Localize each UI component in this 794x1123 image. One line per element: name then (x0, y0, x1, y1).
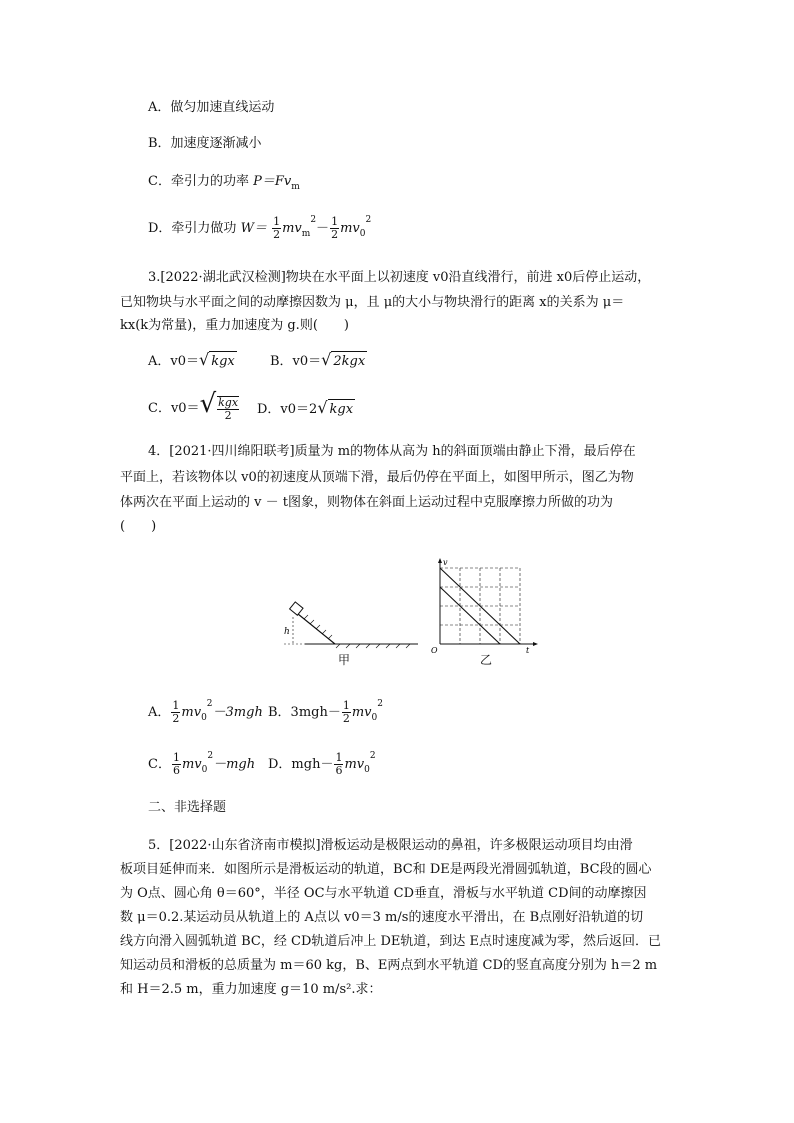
q3-option-d-label: D．v0＝2 (257, 402, 318, 417)
q4-option-d: D．mgh－ $\frac{1}{6}$ $mv_0^2$ (268, 751, 376, 777)
q5-line-7: 和 H＝2.5 m，重力加速度 g＝10 m/s².求： (120, 982, 382, 997)
q2-option-c (148, 172, 300, 193)
fraction-sixth: $\frac{1}{6}$ (172, 751, 180, 777)
q5-line-4: 数 μ＝0.2.某运动员从轨道上的 A点以 v0＝3 m/s的速度水平滑出，在 B点刚好沿轨道的切 (120, 910, 644, 925)
q2-option-d-lhs: W＝ (240, 221, 267, 236)
q3-option-c-label: C．v0＝ (148, 401, 200, 416)
q3-option-d (257, 398, 355, 420)
q4-line-3: 体两次在平面上运动的 v － t图象，则物体在斜面上运动过程中克服摩擦力所做的功为 (120, 495, 613, 510)
figure-yi-caption: 乙 (480, 653, 493, 667)
q4-option-d-label: D．mgh－ (268, 757, 334, 772)
q5-line-3: 为 O点、圆心角 θ＝60°，半径 OC与水平轨道 CD垂直，滑板与水平轨道 CD间的动摩擦因 (120, 886, 647, 901)
figure-jia-caption: 甲 (338, 653, 351, 667)
q2-option-c-prefix: C．牵引力的功率 (148, 174, 249, 189)
q3-option-b-label: B．v0＝ (270, 354, 322, 369)
sqrt: √ kgx (317, 398, 355, 420)
v-axis-arrow (438, 558, 442, 563)
t-axis-arrow (533, 642, 538, 646)
incline-surface (298, 614, 335, 644)
q2-option-c-formula: P＝Fv (253, 174, 292, 189)
q3-option-b (270, 350, 367, 372)
q4-option-b: B．3mgh－ $\frac{1}{2}$ $mv_0^2$ (268, 699, 383, 725)
q3-option-c-denominator: 2 (224, 408, 232, 422)
q4-option-a: A． $\frac{1}{2}$ $mv_0^2-3mgh$ (148, 699, 263, 725)
q2-option-b: B．加速度逐渐减小 (148, 136, 262, 151)
figure-yi-vt-graph (430, 556, 540, 656)
fraction-half: $\frac{1}{2}$ (342, 699, 350, 725)
q2-option-d: D．牵引力做功 W＝ $\frac{1}{2}$ $mv_m^2-$ $\frac{1}{2}$ $mv_0^2$ (148, 215, 372, 241)
q3-line-1: 3.[2022·湖北武汉检测]物块在水平面上以初速度 v0沿直线滑行，前进 x0后停止运动， (148, 270, 651, 285)
q3-option-a-radicand: kgx (209, 351, 237, 372)
q5-line-6: 知运动员和滑板的总质量为 m＝60 kg，B、E两点到水平轨道 CD的竖直高度分别为 h＝2 m (120, 958, 658, 973)
fraction-sixth: $\frac{1}{6}$ (335, 751, 343, 777)
q3-option-a-label: A．v0＝ (148, 354, 200, 369)
ground-hatch (336, 644, 410, 648)
q4-line-1: 4．[2021·四川绵阳联考]质量为 m的物体从高为 h的斜面顶端由静止下滑，最后停在 (148, 444, 636, 459)
q3-line-2: 已知物块与水平面之间的动摩擦因数为 μ，且 μ的大小与物块滑行的距离 x的关系为 μ＝ (120, 295, 625, 310)
q5-line-5: 线方向滑入圆弧轨道 BC，经 CD轨道后冲上 DE轨道，到达 E点时速度减为零，然后返回．已 (120, 934, 662, 949)
incline-hatch (304, 615, 332, 639)
q4-option-a-tail: －3mgh (212, 705, 263, 720)
fraction-half: $\frac{1}{2}$ (172, 699, 180, 725)
q3-option-c-numerator: kgx (218, 395, 239, 409)
q4-line-2: 平面上，若该物体以 v0的初速度从顶端下滑，最后仍停在平面上，如图甲所示，图乙为物 (120, 470, 634, 485)
sqrt: √ kgx (199, 350, 237, 372)
q5-line-1: 5．[2022·山东省济南市模拟]滑板运动是极限运动的鼻祖，许多极限运动项目均由滑 (148, 838, 633, 853)
q2-option-d-prefix: D．牵引力做功 (148, 221, 237, 236)
fraction-half: $\frac{1}{2}$ (331, 215, 339, 241)
vt-line-first (440, 587, 500, 644)
sqrt: √ $\frac{\text{kgx}}{2}$ (199, 389, 239, 422)
t-axis-label: t (526, 646, 530, 655)
q3-line-3: kx(k为常量)，重力加速度为 g.则( ) (120, 318, 349, 333)
q3-option-a (148, 350, 237, 372)
q3-option-c (148, 389, 240, 422)
q2-option-c-sub: m (291, 182, 300, 192)
section-heading: 二、非选择题 (148, 800, 227, 815)
q3-option-b-radicand: 2kgx (331, 351, 367, 372)
q4-option-c: C． $\frac{1}{6}$ $mv_0^2-mgh$ (148, 751, 256, 777)
v-axis-label: v (443, 558, 448, 567)
q4-line-4: ( ) (120, 519, 157, 534)
q4-option-c-tail: －mgh (213, 757, 256, 772)
q4-option-b-label: B．3mgh－ (268, 705, 341, 720)
q5-line-2: 板项目延伸而来．如图所示是滑板运动的轨道，BC和 DE是两段光滑圆弧轨道，BC段的圆心 (120, 862, 652, 877)
block (290, 602, 303, 615)
fraction-half: $\frac{1}{2}$ (273, 215, 281, 241)
origin-label: O (431, 646, 438, 655)
q3-option-d-radicand: kgx (328, 399, 356, 420)
sqrt: √ 2kgx (321, 350, 367, 372)
height-label: h (284, 627, 290, 637)
q2-option-a: A．做匀加速直线运动 (148, 100, 275, 115)
